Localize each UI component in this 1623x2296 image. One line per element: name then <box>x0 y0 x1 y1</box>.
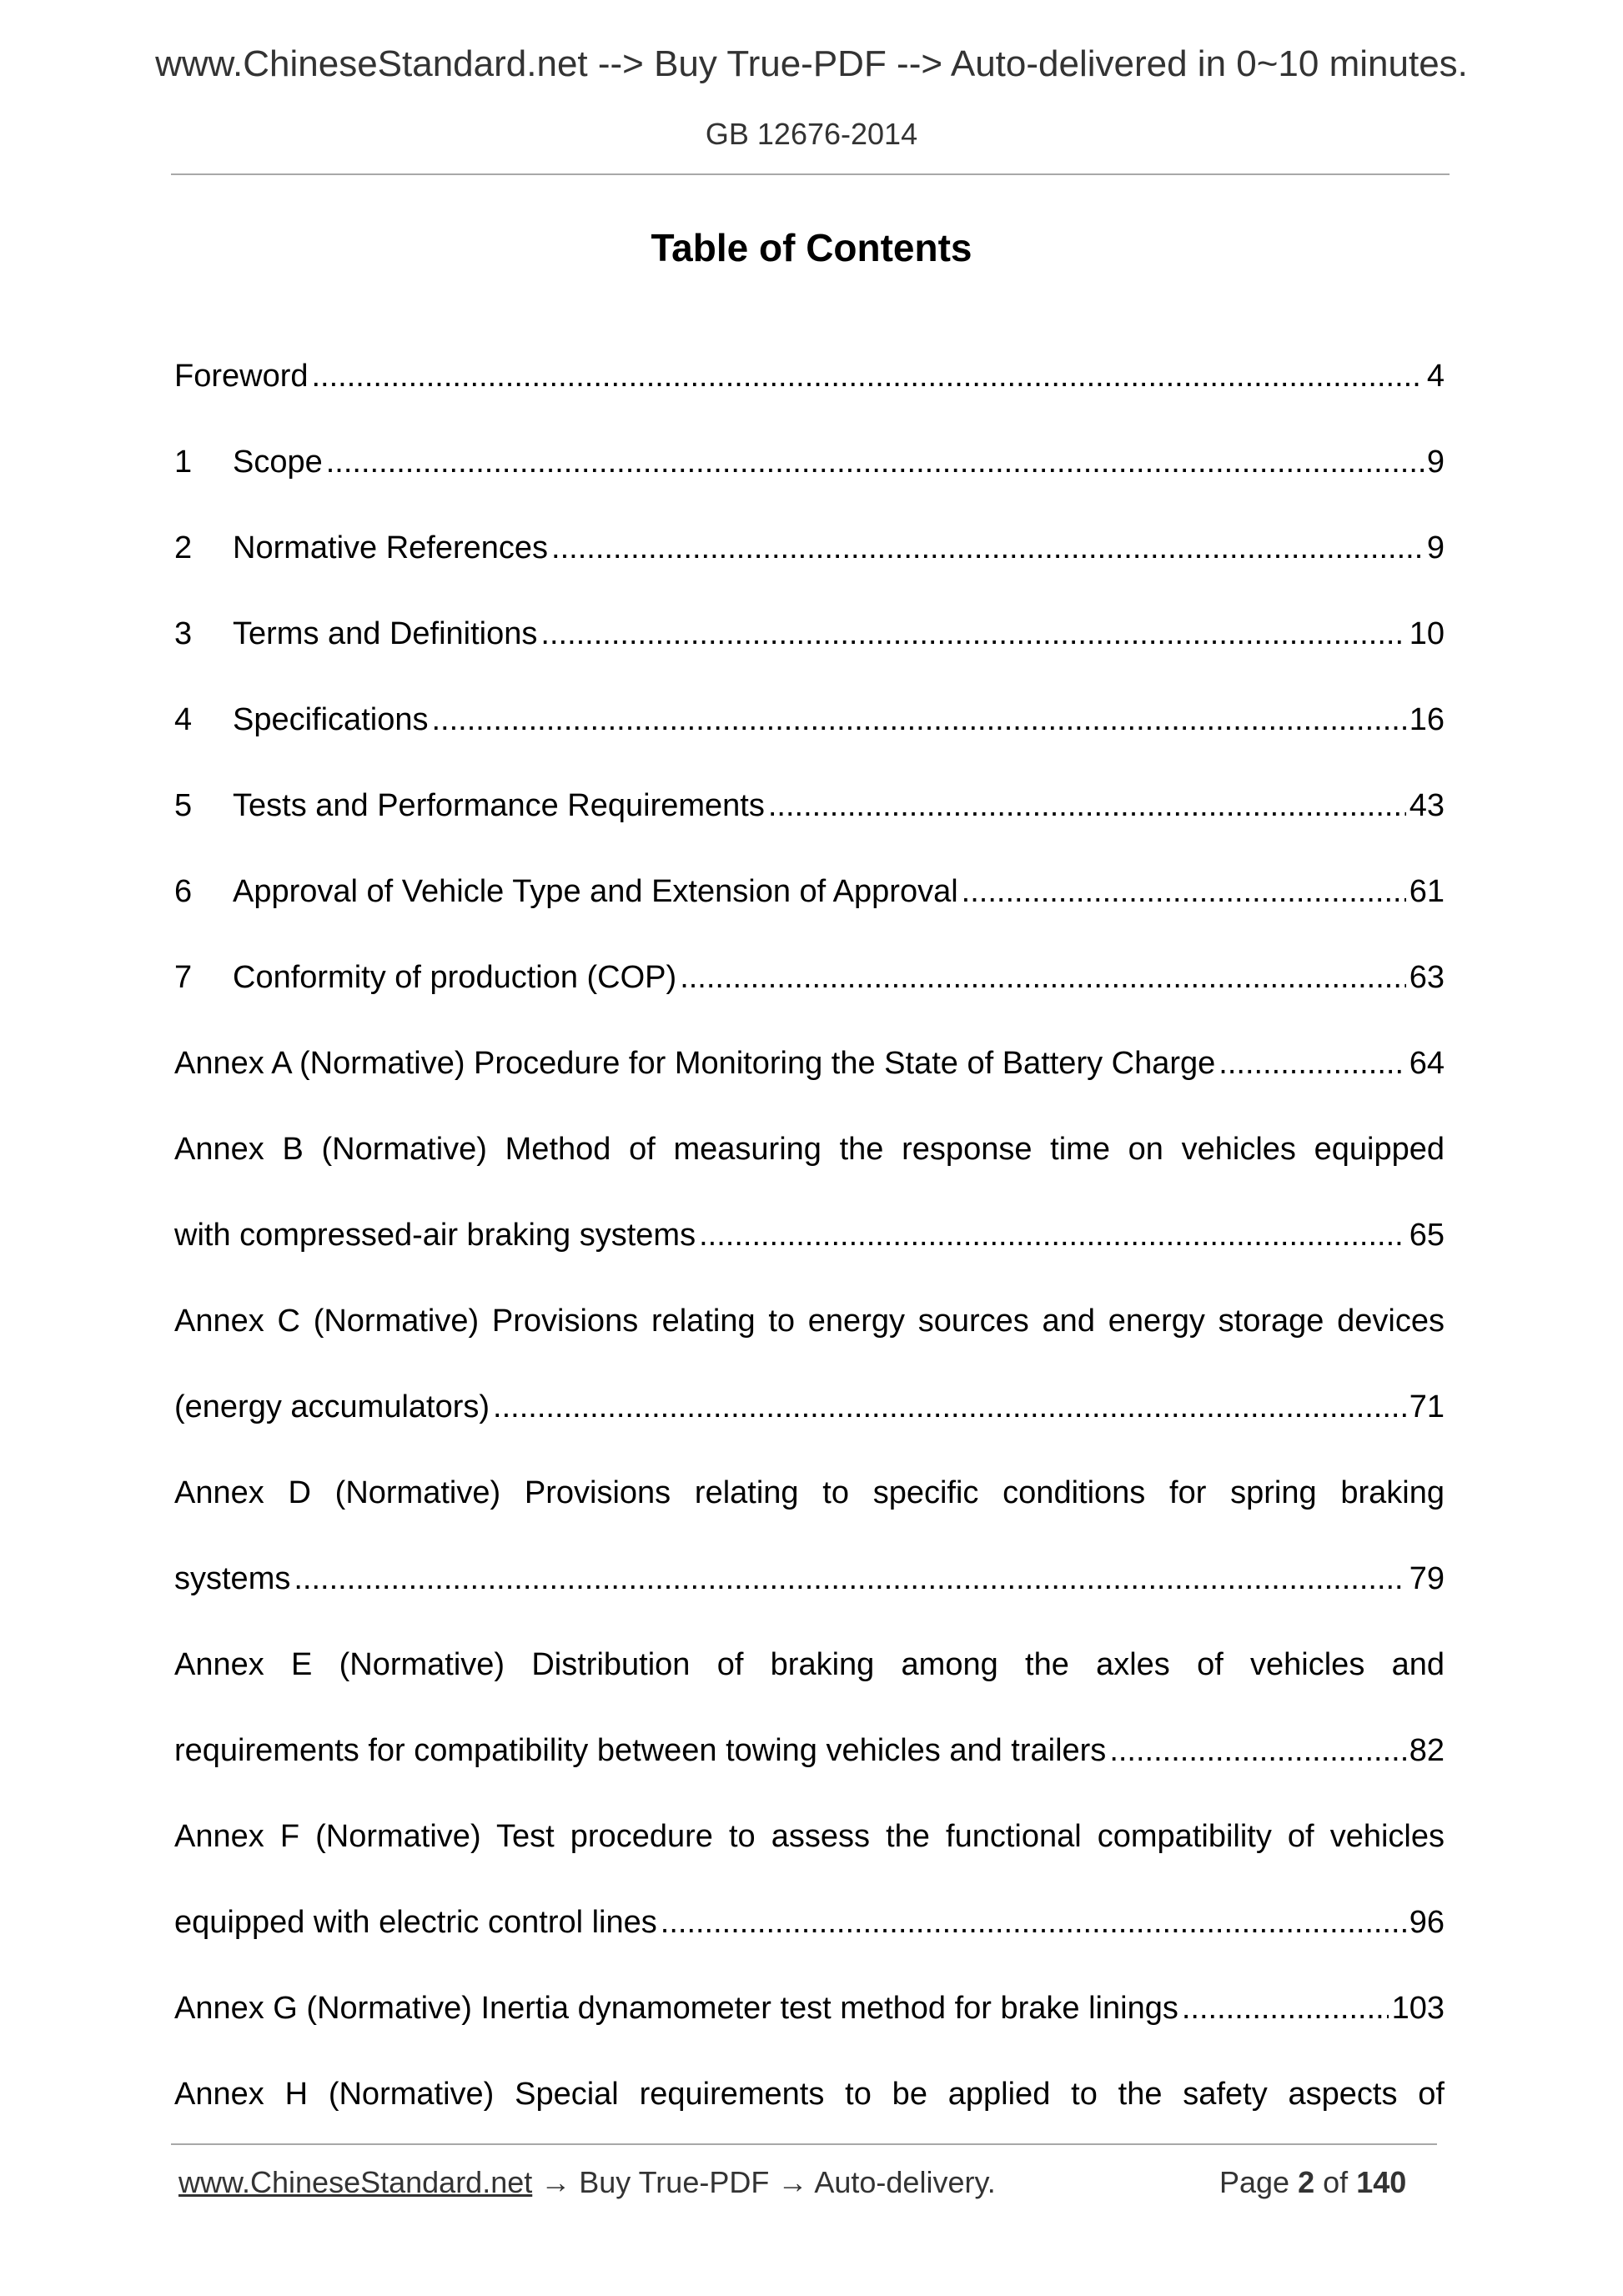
dot-leader <box>326 420 1424 505</box>
dot-leader <box>431 677 1405 763</box>
toc-entry-number: 4 <box>174 702 193 737</box>
toc-entry-annex-e[interactable] <box>174 1708 1445 1794</box>
page-indicator <box>1219 2165 1406 2200</box>
page-title: Table of Contents <box>651 226 972 269</box>
toc-entry-annex-f[interactable] <box>174 1880 1445 1966</box>
toc-entry-annex-f-line1[interactable]: Annex F (Normative) Test procedure to assess the functional compatibility of vehicles <box>174 1819 1445 1854</box>
toc-entry-page: 9 <box>1426 445 1445 480</box>
toc-entry-number: 2 <box>174 530 193 565</box>
toc-entry-annex-b-line1[interactable]: Annex B (Normative) Method of measuring the response time on vehicles equipped <box>174 1132 1445 1167</box>
toc-entry-label: equipped with electric control lines <box>174 1905 657 1940</box>
toc-entry-foreword[interactable] <box>174 334 1445 420</box>
toc-entry-number: 1 <box>174 445 193 480</box>
toc-entry-terms-and-definitions[interactable] <box>174 591 1445 677</box>
dot-leader <box>1182 1966 1389 2052</box>
page-of: of <box>1323 2165 1349 2199</box>
toc-entry-conformity-of-production[interactable] <box>174 935 1445 1021</box>
toc-entry-annex-a[interactable] <box>174 1021 1445 1107</box>
toc-entry-page: 63 <box>1409 960 1445 995</box>
toc-entry-number: 3 <box>174 616 193 651</box>
toc-entry-label: Conformity of production (COP) <box>233 960 677 995</box>
toc-entry-annex-d-line1[interactable]: Annex D (Normative) Provisions relating to specific conditions for spring braking <box>174 1475 1445 1510</box>
toc-entry-number: 5 <box>174 788 193 823</box>
page-current: 2 <box>1298 2165 1315 2199</box>
table-of-contents <box>174 334 1445 2138</box>
toc-entry-annex-e-line1[interactable]: Annex E (Normative) Distribution of braking among the axles of vehicles and <box>174 1647 1445 1682</box>
toc-entry-label: Tests and Performance Requirements <box>233 788 765 823</box>
footer-site-link[interactable]: www.ChineseStandard.net <box>178 2165 533 2199</box>
toc-entry-annex-g[interactable] <box>174 1966 1445 2052</box>
header-banner: www.ChineseStandard.net --> Buy True-PDF --> Auto-delivered in 0~10 minutes. <box>155 43 1468 84</box>
toc-entry-label: Scope <box>233 445 323 480</box>
dot-leader <box>768 763 1406 849</box>
toc-entry-label: Terms and Definitions <box>233 616 538 651</box>
toc-entry-page: 10 <box>1409 616 1445 651</box>
arrow-right-icon: → <box>769 2165 815 2199</box>
toc-entry-label: (energy accumulators) <box>174 1389 490 1424</box>
dot-leader <box>294 1536 1405 1622</box>
toc-entry-annex-b[interactable] <box>174 1193 1445 1279</box>
arrow-right-icon: → <box>532 2165 580 2199</box>
footer-buy-text: Buy True-PDF <box>579 2165 770 2199</box>
dot-leader <box>699 1193 1406 1279</box>
toc-entry-label: requirements for compatibility between towing vehicles and trailers <box>174 1733 1107 1768</box>
toc-entry-page: 64 <box>1409 1046 1445 1081</box>
toc-entry-tests-and-performance[interactable] <box>174 763 1445 849</box>
dot-leader <box>493 1364 1406 1450</box>
dot-leader <box>661 1880 1406 1966</box>
footer-promo <box>178 2165 996 2200</box>
toc-entry-page: 103 <box>1391 1991 1445 2026</box>
toc-entry-page: 82 <box>1409 1733 1445 1768</box>
toc-entry-page: 65 <box>1409 1218 1445 1253</box>
toc-entry-annex-c-line1[interactable]: Annex C (Normative) Provisions relating to energy sources and energy storage devices <box>174 1304 1445 1339</box>
page-word: Page <box>1219 2165 1290 2199</box>
toc-entry-number: 6 <box>174 874 193 909</box>
page-total: 140 <box>1356 2165 1407 2199</box>
toc-entry-annex-c[interactable] <box>174 1364 1445 1450</box>
dot-leader <box>551 505 1424 591</box>
toc-entry-label: Normative References <box>233 530 549 565</box>
toc-entry-page: 71 <box>1409 1389 1445 1424</box>
toc-entry-number: 7 <box>174 960 193 995</box>
toc-entry-page: 16 <box>1409 702 1445 737</box>
toc-entry-page: 96 <box>1409 1905 1445 1940</box>
dot-leader <box>962 849 1406 935</box>
toc-entry-label: Approval of Vehicle Type and Extension of Approval <box>233 874 958 909</box>
dot-leader <box>312 334 1424 420</box>
toc-entry-page: 4 <box>1426 359 1445 394</box>
toc-entry-label: Annex A (Normative) Procedure for Monitoring the State of Battery Charge <box>174 1046 1216 1081</box>
dot-leader <box>1219 1021 1405 1107</box>
toc-entry-label: Foreword <box>174 359 309 394</box>
toc-entry-normative-references[interactable] <box>174 505 1445 591</box>
footer-divider <box>171 2143 1437 2145</box>
toc-entry-scope[interactable] <box>174 420 1445 505</box>
dot-leader <box>1109 1708 1405 1794</box>
toc-entry-label: Specifications <box>233 702 429 737</box>
toc-entry-approval-of-vehicle-type[interactable] <box>174 849 1445 935</box>
toc-entry-page: 79 <box>1409 1561 1445 1596</box>
toc-entry-annex-d[interactable] <box>174 1536 1445 1622</box>
toc-entry-label: Annex G (Normative) Inertia dynamometer test method for brake linings <box>174 1991 1178 2026</box>
standard-code: GB 12676-2014 <box>705 117 918 151</box>
dot-leader <box>680 935 1406 1021</box>
dot-leader <box>540 591 1405 677</box>
toc-entry-annex-h-line1[interactable]: Annex H (Normative) Special requirements to be applied to the safety aspects of <box>174 2077 1445 2112</box>
footer-delivery-text: Auto-delivery. <box>814 2165 996 2199</box>
toc-entry-page: 61 <box>1409 874 1445 909</box>
toc-entry-page: 43 <box>1409 788 1445 823</box>
toc-entry-specifications[interactable] <box>174 677 1445 763</box>
header-divider <box>171 173 1450 175</box>
toc-entry-page: 9 <box>1426 530 1445 565</box>
toc-entry-label: systems <box>174 1561 291 1596</box>
toc-entry-label: with compressed-air braking systems <box>174 1218 696 1253</box>
